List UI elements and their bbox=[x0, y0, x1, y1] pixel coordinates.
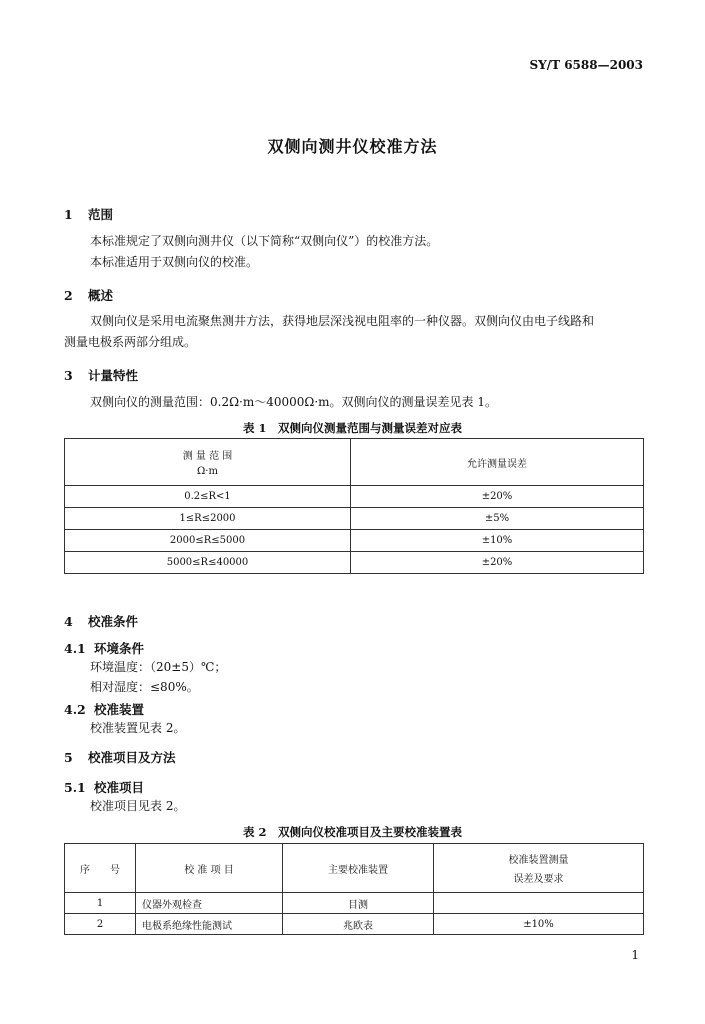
cell-requirement bbox=[434, 893, 644, 914]
section-2-paragraph-line-2: 测量电极系两部分组成。 bbox=[64, 335, 197, 349]
section-3-paragraph: 双侧向仪的测量范围：0.2Ω·m～40000Ω·m。双侧向仪的测量误差见表 1。 bbox=[90, 395, 497, 409]
header-requirement-line-2: 误差及要求 bbox=[513, 874, 564, 885]
cell-item: 仪器外观检查 bbox=[136, 893, 283, 914]
cell-error: ±10% bbox=[351, 530, 644, 552]
section-number: 5 bbox=[64, 750, 73, 765]
section-4-1-heading bbox=[64, 639, 144, 657]
table-2-caption: 表 2 双侧向仪校准项目及主要校准装置表 bbox=[242, 825, 462, 839]
section-4-2-heading bbox=[64, 700, 144, 718]
cell-number: 1 bbox=[65, 893, 136, 914]
section-3-heading bbox=[64, 366, 138, 384]
section-1-heading bbox=[64, 205, 113, 223]
cell-device: 兆欧表 bbox=[283, 914, 434, 935]
cell-requirement: ±10% bbox=[434, 914, 644, 935]
header-cell-range bbox=[65, 439, 351, 486]
section-4-2-text: 校准装置见表 2。 bbox=[90, 721, 186, 735]
table-row bbox=[65, 486, 644, 508]
cell-item: 电极系绝缘性能测试 bbox=[136, 914, 283, 935]
section-title: 校准条件 bbox=[88, 614, 139, 629]
section-number: 2 bbox=[64, 288, 73, 303]
table-row bbox=[65, 508, 644, 530]
section-1-paragraph-1: 本标准规定了双侧向测井仪（以下简称“双侧向仪”）的校准方法。 bbox=[90, 234, 439, 248]
section-number: 4.2 bbox=[64, 702, 86, 717]
env-humidity-line: 相对湿度：≤80%。 bbox=[90, 680, 199, 694]
cell-error: ±20% bbox=[351, 486, 644, 508]
section-2-paragraph-line-1: 双侧向仪是采用电流聚焦测井方法，获得地层深浅视电阻率的一种仪器。双侧向仪由电子线路和 bbox=[90, 314, 595, 328]
section-title: 环境条件 bbox=[94, 641, 145, 656]
env-temperature-line: 环境温度：（20±5）℃； bbox=[90, 660, 227, 674]
table-header-row bbox=[65, 439, 644, 486]
section-number: 3 bbox=[64, 368, 73, 383]
table-2 bbox=[64, 843, 644, 935]
section-title: 计量特性 bbox=[88, 368, 139, 383]
table-1-caption: 表 1 双侧向仪测量范围与测量误差对应表 bbox=[242, 421, 462, 435]
section-2-heading bbox=[64, 286, 113, 304]
cell-range: 5000≤R≤40000 bbox=[65, 552, 351, 574]
cell-number: 2 bbox=[65, 914, 136, 935]
section-4-heading bbox=[64, 612, 138, 630]
header-range-label: 测 量 范 围 bbox=[182, 451, 233, 462]
cell-error: ±5% bbox=[351, 508, 644, 530]
header-cell-error: 允许测量误差 bbox=[351, 439, 644, 486]
table-row bbox=[65, 530, 644, 552]
header-cell-number: 序 号 bbox=[65, 844, 136, 893]
table-row bbox=[65, 893, 644, 914]
section-1-paragraph-2: 本标准适用于双侧向仪的校准。 bbox=[90, 255, 259, 269]
document-title: 双侧向测井仪校准方法 bbox=[267, 137, 438, 156]
header-range-unit: Ω·m bbox=[197, 466, 218, 477]
section-title: 校准装置 bbox=[94, 702, 145, 717]
table-row bbox=[65, 914, 644, 935]
section-5-heading bbox=[64, 748, 176, 766]
section-5-1-text: 校准项目见表 2。 bbox=[90, 799, 186, 813]
section-title: 概述 bbox=[88, 288, 114, 303]
section-title: 范围 bbox=[88, 207, 114, 222]
section-5-1-heading bbox=[64, 778, 144, 796]
cell-range: 2000≤R≤5000 bbox=[65, 530, 351, 552]
header-cell-item: 校 准 项 目 bbox=[136, 844, 283, 893]
header-cell-requirement bbox=[434, 844, 644, 893]
section-number: 5.1 bbox=[64, 780, 86, 795]
table-header-row bbox=[65, 844, 644, 893]
cell-range: 0.2≤R<1 bbox=[65, 486, 351, 508]
table-row bbox=[65, 552, 644, 574]
header-requirement-line-1: 校准装置测量 bbox=[508, 855, 569, 866]
section-title: 校准项目及方法 bbox=[88, 750, 176, 765]
table-1 bbox=[64, 438, 644, 574]
header-cell-device: 主要校准装置 bbox=[283, 844, 434, 893]
cell-device: 目测 bbox=[283, 893, 434, 914]
page-number: 1 bbox=[631, 948, 639, 962]
standard-number: SY/T 6588—2003 bbox=[529, 58, 643, 72]
section-number: 1 bbox=[64, 207, 73, 222]
cell-range: 1≤R≤2000 bbox=[65, 508, 351, 530]
section-number: 4.1 bbox=[64, 641, 86, 656]
section-title: 校准项目 bbox=[94, 780, 145, 795]
section-number: 4 bbox=[64, 614, 73, 629]
cell-error: ±20% bbox=[351, 552, 644, 574]
